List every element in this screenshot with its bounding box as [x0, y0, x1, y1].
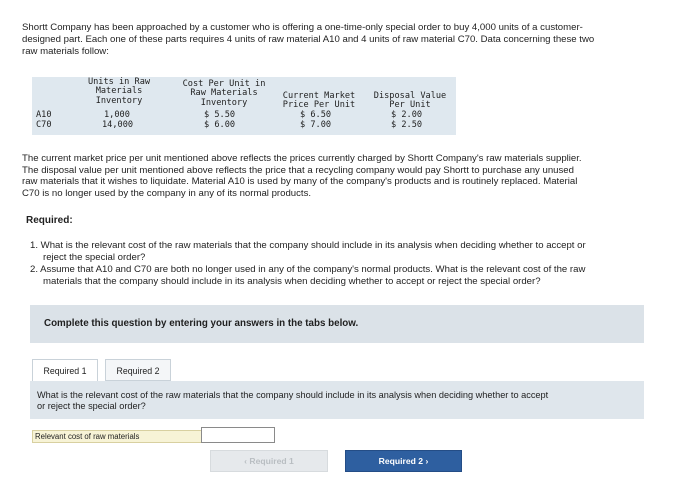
question-2	[30, 264, 694, 287]
previous-button-label: Required 1	[249, 456, 294, 466]
answer-label: Relevant cost of raw materials	[32, 430, 202, 443]
intro-line: raw materials follow:	[22, 46, 109, 57]
paragraph-line: C70 is no longer used by the company in any of its normal products.	[22, 187, 312, 199]
tab-required-1[interactable]: Required 1	[32, 359, 98, 381]
table-row-market: $ 7.00	[300, 120, 332, 130]
next-button[interactable]	[345, 450, 462, 472]
question-line: or reject the special order?	[37, 401, 146, 411]
question-line: What is the relevant cost of the raw materials that the company should include in its analysis when deciding whether to accept	[37, 390, 549, 400]
units-header	[80, 78, 158, 106]
table-row-units: 14,000	[102, 120, 134, 130]
question-text	[37, 390, 548, 412]
table-row-market: $ 6.50	[300, 110, 332, 120]
table-row-disposal: $ 2.00	[391, 110, 423, 120]
question-line: reject the special order?	[43, 251, 146, 263]
instructions-text: Complete this question by entering your answers in the tabs below.	[44, 318, 359, 329]
instructions-panel	[30, 305, 644, 343]
header-line: Cost Per Unit in	[182, 79, 266, 89]
header-line: Disposal Value	[373, 91, 447, 101]
table-row-units: 1,000	[104, 110, 130, 120]
chevron-right-icon: ›	[423, 456, 429, 466]
header-line: Raw Materials	[190, 88, 258, 99]
raw-materials-table	[32, 77, 456, 135]
market-price-paragraph	[22, 153, 694, 199]
question-line: 1. What is the relevant cost of the raw materials that the company should include in its analysis when deciding whether to accept or	[30, 240, 586, 251]
next-button-label: Required 2	[378, 456, 424, 466]
question-panel	[30, 381, 644, 419]
required-heading: Required:	[26, 215, 73, 226]
paragraph-line: The current market price per unit mentioned above reflects the prices currently charged by Shortt Company's raw materials supplier.	[22, 153, 582, 164]
header-line: Units in Raw	[87, 77, 151, 87]
intro-line: designed part. Each one of these parts requires 4 units of raw material A10 and 4 units of raw material C70. Data concerning these two	[22, 34, 595, 45]
header-line: Inventory	[95, 95, 143, 106]
table-row-cost: $ 5.50	[204, 110, 236, 120]
intro-line: Shortt Company has been approached by a customer who is offering a one-time-only special order to buy 4,000 units of a customer-	[22, 22, 583, 33]
paragraph-line: raw materials that it wishes to liquidate. Material A10 is used by many of the company's products and is routinely replaced. Material	[22, 176, 578, 188]
table-row-material: A10	[36, 110, 52, 120]
header-line: Materials	[95, 86, 143, 97]
relevant-cost-input[interactable]	[201, 427, 275, 443]
market-header	[274, 92, 364, 111]
question-line: materials that the company should include in its analysis when deciding whether to accept or reject the special order?	[43, 275, 541, 287]
header-line: Current Market	[282, 91, 356, 101]
previous-button[interactable]	[210, 450, 328, 472]
problem-intro	[22, 22, 700, 58]
header-line: Price Per Unit	[282, 100, 356, 111]
header-line: Inventory	[200, 97, 248, 108]
cost-header	[174, 80, 274, 108]
question-line: 2. Assume that A10 and C70 are both no longer used in any of the company's normal products. What is the relevant cost of the raw	[30, 264, 586, 275]
chevron-left-icon: ‹	[244, 456, 250, 466]
tab-required-2[interactable]: Required 2	[105, 359, 171, 381]
disposal-header	[365, 92, 455, 111]
table-row-cost: $ 6.00	[204, 120, 236, 130]
paragraph-line: The disposal value per unit mentioned above reflects the price that a recycling company would pay Shortt to purchase any unused	[22, 164, 574, 176]
table-row-disposal: $ 2.50	[391, 120, 423, 130]
header-line: Per Unit	[389, 100, 431, 111]
question-1	[30, 240, 694, 263]
table-row-material: C70	[36, 120, 52, 130]
